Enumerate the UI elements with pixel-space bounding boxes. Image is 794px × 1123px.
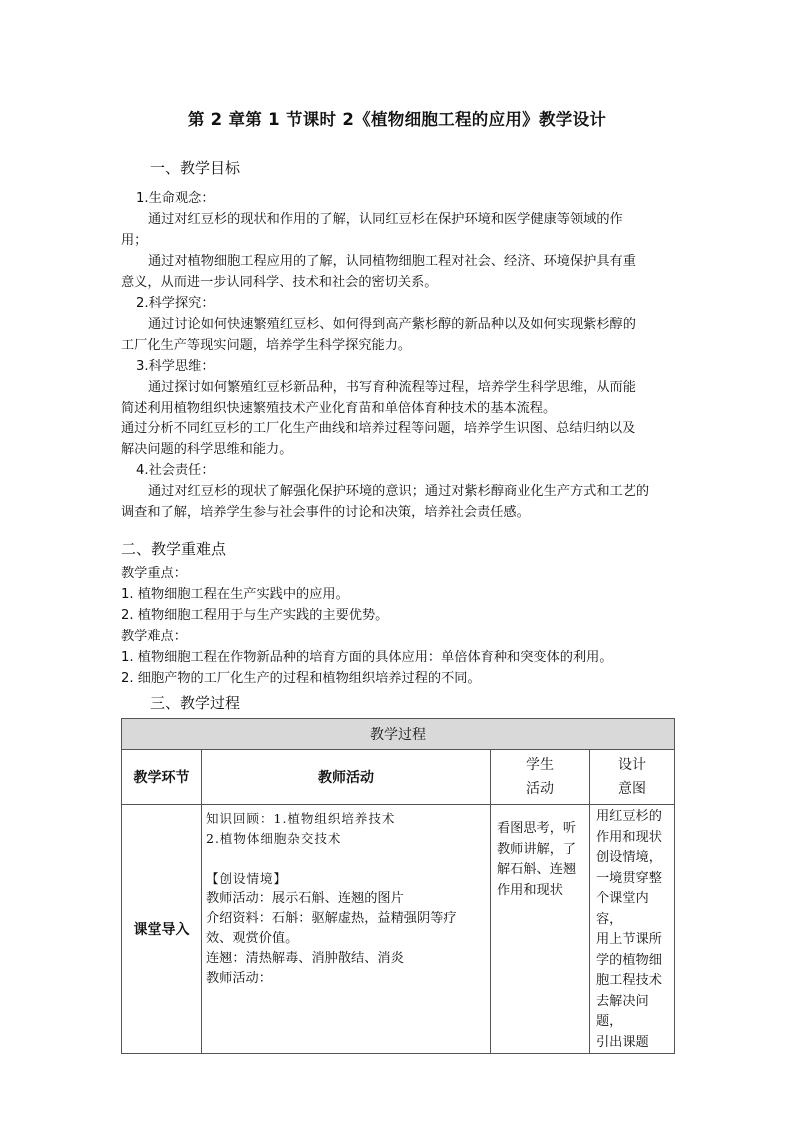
table-caption: 教学过程 [122,719,675,750]
header-stage: 教学环节 [122,750,202,805]
teacher-line [206,849,484,869]
teacher-line: 连翘：清热解毒、消肿散结、消炎 [206,951,404,966]
design-line: 用上节课所 [596,932,662,947]
teacher-line: 效、观赏价值。 [206,931,299,946]
design-line: 创设情境， [596,850,662,865]
objective-text: 通过对植物细胞工程应用的了解，认同植物细胞工程对社会、经济、环境保护具有重 [148,254,636,269]
student-line: 解石斛、连翘 [497,862,577,877]
objective-text: 解决问题的科学思维和能力。 [121,442,293,457]
key-point-item: 2. 植物细胞工程用于与生产实践的主要优势。 [121,608,389,623]
teacher-line: 【创设情境】 [206,871,288,886]
difficult-points-label: 教学难点： [121,629,187,644]
teacher-activity-cell [202,805,491,1054]
key-point-item: 1. 植物细胞工程在生产实践中的应用。 [121,587,349,602]
header-student-activity [491,750,590,805]
objective-text: 调查和了解，培养学生参与社会事件的讨论和决策，培养社会责任感。 [121,505,530,520]
student-line: 看图思考，听 [497,821,577,836]
objective-label-responsibility: 4.社会责任： [136,463,215,478]
teacher-line: 知识回顾：1.植物组织培养技术 [206,811,396,826]
teacher-line: 教师活动：展示石斛、连翘的图片 [206,891,404,906]
header-design-line: 设计 [618,757,646,773]
objective-text: 工厂化生产等现实问题，培养学生科学探究能力。 [121,338,412,353]
key-points-label: 教学重点： [121,566,187,581]
objective-label-thinking: 3.科学思维： [136,359,215,374]
design-intent-cell [590,805,675,1054]
difficult-point-item: 2. 细胞产物的工厂化生产的过程和植物组织培养过程的不同。 [121,671,481,686]
objective-text: 意义，从而进一步认同科学、技术和社会的密切关系。 [121,275,438,290]
objective-text: 通过对红豆杉的现状和作用的了解，认同红豆杉在保护环境和医学健康等领域的作 [148,212,623,227]
design-line: 引出课题 [596,1034,649,1050]
objective-text: 通过对红豆杉的现状了解强化保护环境的意识；通过对紫杉醇商业化生产方式和工艺的 [148,484,650,499]
table-header-row [122,750,675,805]
section-heading-objectives: 一、教学目标 [150,159,241,177]
objective-text: 通过讨论如何快速繁殖红豆杉、如何得到高产紫杉醇的新品种以及如何实现紫杉醇的 [148,317,636,332]
header-teacher-activity: 教师活动 [202,750,491,805]
teacher-line: 2.植物体细胞杂交技术 [206,831,342,846]
section-heading-key-points: 二、教学重难点 [121,540,227,558]
objective-label-life: 1.生命观念： [136,191,215,206]
header-design-intent [590,750,675,805]
table-row [122,805,675,1054]
teacher-line: 介绍资料：石斛：驱解虚热，益精强阴等疗 [206,911,457,926]
objective-text: 通过分析不同红豆杉的工厂化生产曲线和培养过程等问题，培养学生识图、总结归纳以及 [121,421,636,436]
design-line: 去解决问题， [596,993,649,1029]
section-heading-process: 三、教学过程 [150,694,241,712]
objective-text: 用； [121,233,148,248]
design-line: 用红豆杉的 [596,809,662,824]
difficult-point-item: 1. 植物细胞工程在作物新品种的培育方面的具体应用：单倍体育种和突变体的利用。 [121,650,613,665]
teacher-line: 教师活动： [206,971,272,986]
student-line: 教师讲解，了 [497,841,577,857]
document-title: 第 2 章第 1 节课时 2《植物细胞工程的应用》教学设计 [187,110,607,129]
teaching-process-table [121,718,675,1054]
student-line: 作用和现状 [497,882,563,898]
objective-text: 通过探讨如何繁殖红豆杉新品种，书写育种流程等过程，培养学生科学思维，从而能 [148,380,636,395]
design-line: 胞工程技术 [596,973,662,988]
stage-cell: 课堂导入 [122,805,202,1054]
objective-text: 简述利用植物组织快速繁殖技术产业化育苗和单倍体育种技术的基本流程。 [121,401,557,416]
header-student-line: 学生 [526,757,554,773]
design-line: 个课堂内容， [596,891,649,927]
design-line: 学的植物细 [596,952,662,968]
student-activity-cell [491,805,590,1054]
objective-label-inquiry: 2.科学探究： [136,296,215,311]
header-student-line: 活动 [526,781,554,797]
header-design-line: 意图 [618,781,646,797]
design-line: 一境贯穿整 [596,870,662,886]
design-line: 作用和现状 [596,829,662,845]
